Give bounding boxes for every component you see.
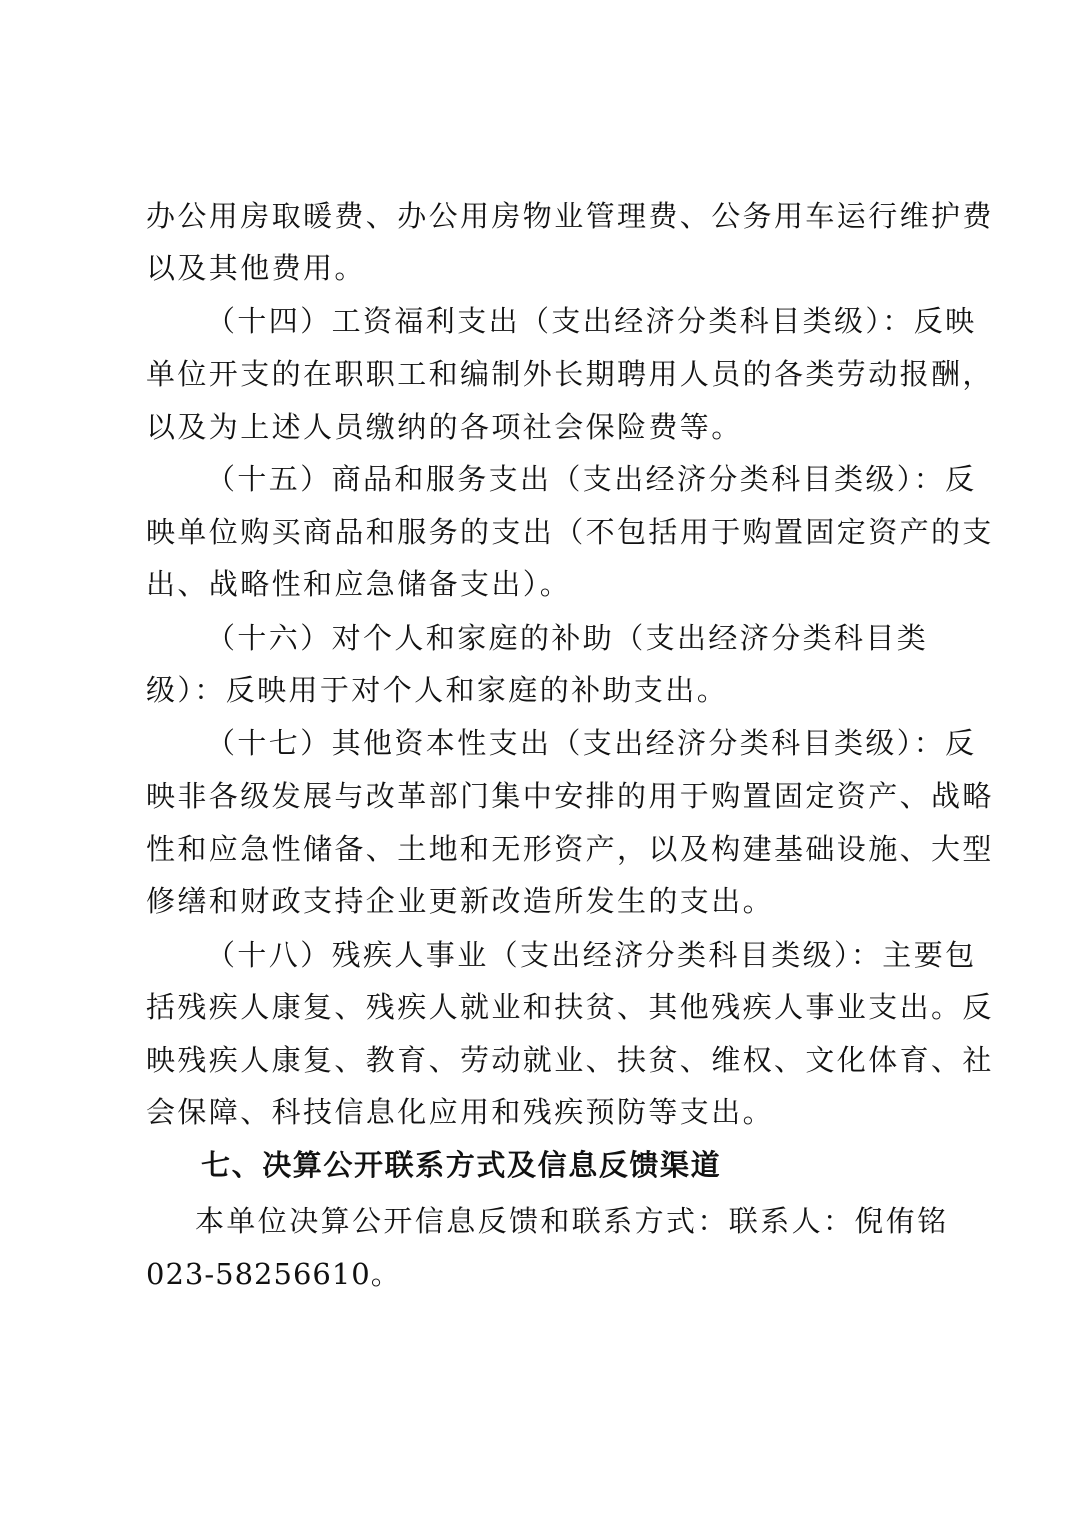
body-text-line: 映残疾人康复、教育、劳动就业、扶贫、维权、文化体育、社: [146, 1043, 994, 1077]
body-text-line: 括残疾人康复、残疾人就业和扶贫、其他残疾人事业支出。反: [146, 990, 994, 1024]
body-text-line: 修缮和财政支持企业更新改造所发生的支出。: [146, 884, 775, 918]
paragraph-item-18: （十八）残疾人事业（支出经济分类科目类级）：主要包: [206, 938, 977, 972]
body-text-line: 性和应急性储备、土地和无形资产，以及构建基础设施、大型: [146, 832, 994, 866]
body-text-line: 以及为上述人员缴纳的各项社会保险费等。: [146, 410, 743, 444]
contact-info-line: 本单位决算公开信息反馈和联系方式：联系人：倪侑铭: [195, 1204, 949, 1238]
body-text-line: 出、战略性和应急储备支出）。: [146, 567, 572, 601]
body-text-line: 以及其他费用。: [146, 251, 366, 285]
body-text-line: 映单位购买商品和服务的支出（不包括用于购置固定资产的支: [146, 515, 994, 549]
section-heading: 七、决算公开联系方式及信息反馈渠道: [201, 1148, 722, 1182]
paragraph-item-17: （十七）其他资本性支出（支出经济分类科目类级）：反: [206, 726, 977, 760]
paragraph-item-15: （十五）商品和服务支出（支出经济分类科目类级）：反: [206, 462, 977, 496]
paragraph-item-14: （十四）工资福利支出（支出经济分类科目类级）：反映: [206, 304, 977, 338]
body-text-line: 办公用房取暖费、办公用房物业管理费、公务用车运行维护费: [146, 199, 994, 233]
contact-phone: 023-58256610。: [146, 1257, 401, 1291]
body-text-line: 映非各级发展与改革部门集中安排的用于购置固定资产、战略: [146, 779, 994, 813]
body-text-line: 单位开支的在职职工和编制外长期聘用人员的各类劳动报酬，: [146, 357, 994, 391]
body-text-line: 级）：反映用于对个人和家庭的补助支出。: [146, 673, 729, 707]
paragraph-item-16: （十六）对个人和家庭的补助（支出经济分类科目类: [206, 621, 929, 655]
body-text-line: 会保障、科技信息化应用和残疾预防等支出。: [146, 1095, 775, 1129]
